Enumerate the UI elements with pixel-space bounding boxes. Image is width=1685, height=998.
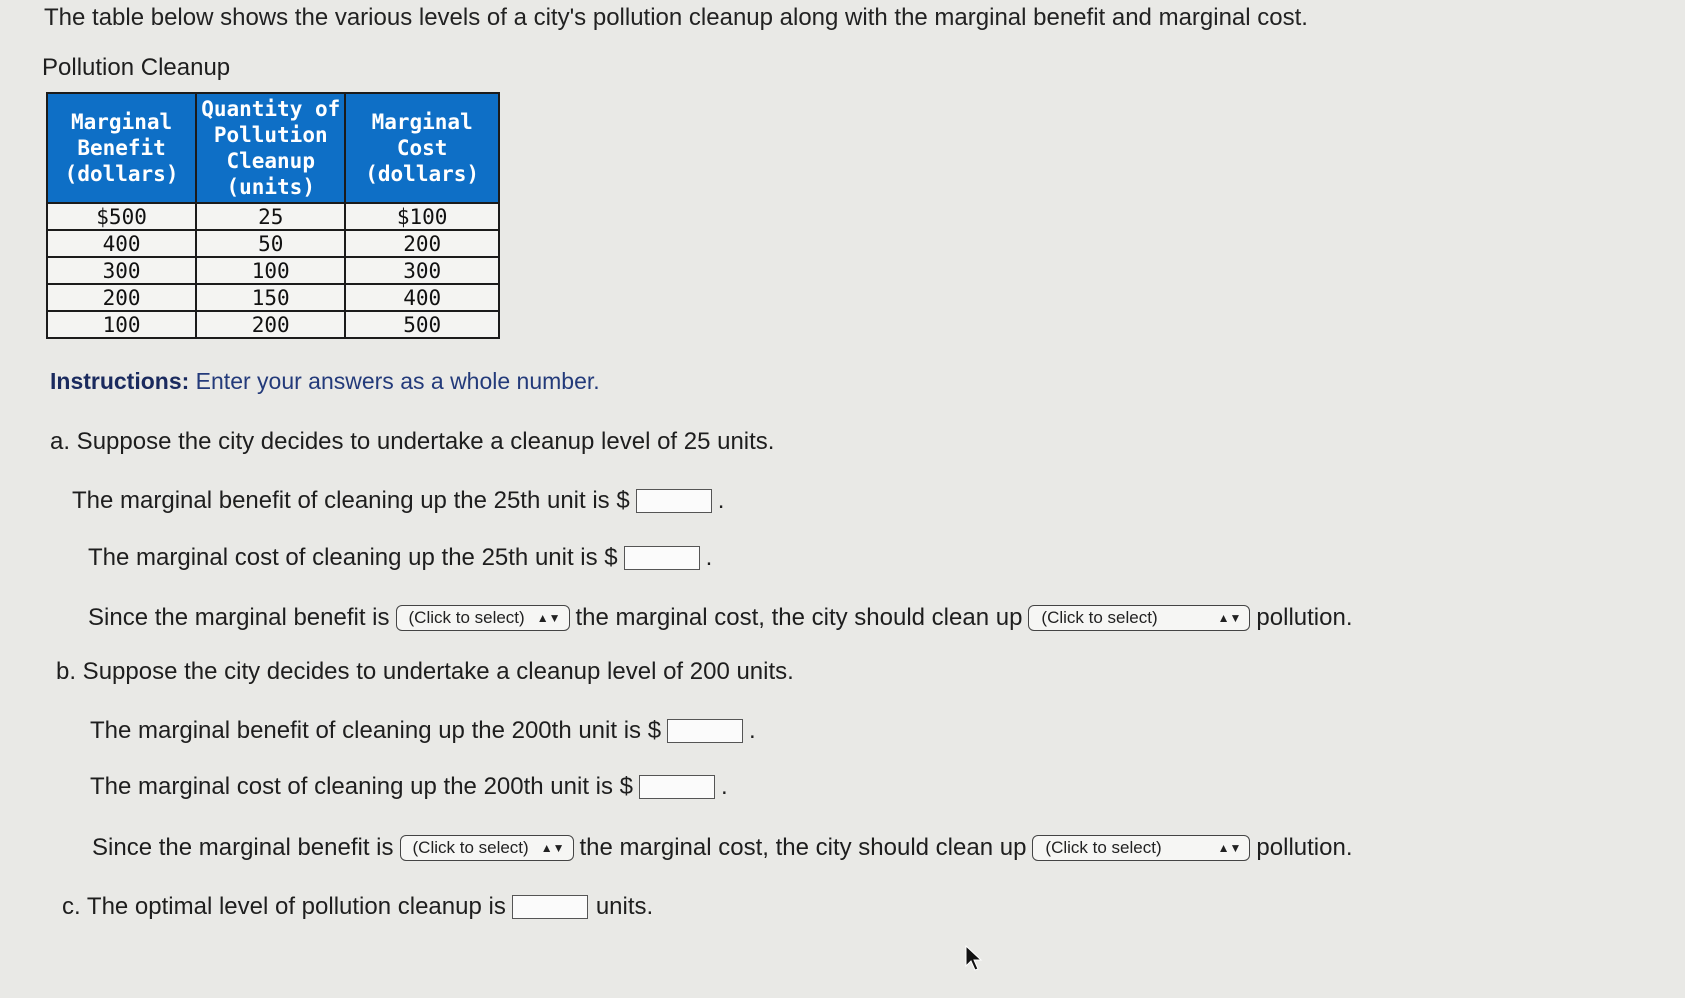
- part-b-mb-input[interactable]: [667, 719, 743, 743]
- part-b-action-select[interactable]: [1032, 835, 1250, 861]
- cell: 100: [47, 311, 196, 338]
- part-a-mid-text: the marginal cost, the city should clean up: [575, 604, 1023, 631]
- select-arrows-icon: ▲▼: [1217, 840, 1242, 855]
- part-b-mc-input[interactable]: [639, 775, 715, 799]
- cell: 300: [345, 257, 499, 284]
- part-b-mid-text: the marginal cost, the city should clean up: [579, 834, 1027, 861]
- part-a-since-line: [88, 604, 1353, 632]
- header-quantity: Quantity of Pollution Cleanup (units): [196, 93, 345, 203]
- part-c-end-text: units.: [595, 893, 654, 920]
- cell: 200: [196, 311, 345, 338]
- part-b-mc-line: [90, 773, 728, 801]
- cell: 400: [47, 230, 196, 257]
- table-title: Pollution Cleanup: [42, 54, 231, 81]
- part-b-end-text: pollution.: [1256, 834, 1353, 861]
- table-row: [47, 257, 499, 284]
- part-b-mb-text: The marginal benefit of cleaning up the 200th unit is $: [90, 717, 662, 744]
- period: .: [705, 544, 713, 571]
- part-a-mc-input[interactable]: [624, 546, 700, 570]
- instructions-text: Enter your answers as a whole number.: [195, 368, 600, 394]
- period: .: [721, 773, 728, 800]
- part-a-mc-line: [88, 544, 712, 572]
- pollution-cleanup-table: [46, 92, 500, 339]
- part-b-mc-text: The marginal cost of cleaning up the 200th unit is $: [90, 773, 633, 800]
- cell: 150: [196, 284, 345, 311]
- table-row: [47, 284, 499, 311]
- part-a-action-select[interactable]: [1028, 605, 1250, 631]
- part-a-mb-input[interactable]: [636, 489, 712, 513]
- cell: 100: [196, 257, 345, 284]
- part-a-prompt: a. Suppose the city decides to undertake a cleanup level of 25 units.: [50, 428, 775, 455]
- header-marginal-cost: Marginal Cost (dollars): [345, 93, 499, 203]
- cell: 25: [196, 203, 345, 230]
- period: .: [717, 487, 725, 514]
- select-value: (Click to select): [1041, 608, 1158, 627]
- instructions-label: Instructions:: [50, 368, 190, 394]
- part-b-compare-select[interactable]: [400, 835, 574, 861]
- part-a-end-text: pollution.: [1256, 604, 1353, 631]
- cell: 400: [345, 284, 499, 311]
- part-a-mb-line: [72, 487, 724, 515]
- instructions: [50, 368, 600, 395]
- cell: 500: [345, 311, 499, 338]
- part-c-line: [62, 893, 653, 921]
- part-c-text: c. The optimal level of pollution cleanup is: [62, 893, 506, 920]
- select-value: (Click to select): [408, 608, 525, 627]
- header-marginal-benefit: Marginal Benefit (dollars): [47, 93, 196, 203]
- part-b-since-text: Since the marginal benefit is: [92, 834, 394, 861]
- cell: 300: [47, 257, 196, 284]
- cell: 50: [196, 230, 345, 257]
- table-row: [47, 230, 499, 257]
- period: .: [749, 717, 756, 744]
- mouse-cursor-icon: [964, 944, 984, 972]
- table-row: [47, 311, 499, 338]
- select-arrows-icon: ▲▼: [540, 840, 565, 855]
- cell: 200: [47, 284, 196, 311]
- select-value: (Click to select): [1045, 838, 1162, 857]
- cell: $500: [47, 203, 196, 230]
- intro-text: The table below shows the various levels of a city's pollution cleanup along with the marginal benefit and marginal cost.: [44, 4, 1308, 31]
- select-arrows-icon: ▲▼: [1217, 610, 1242, 625]
- part-a-compare-select[interactable]: [396, 605, 570, 631]
- part-a-since-text: Since the marginal benefit is: [88, 604, 390, 631]
- table-row: [47, 203, 499, 230]
- part-b-mb-line: [90, 717, 756, 745]
- part-b-since-line: [92, 834, 1353, 862]
- select-arrows-icon: ▲▼: [536, 610, 561, 625]
- select-value: (Click to select): [412, 838, 529, 857]
- cell: $100: [345, 203, 499, 230]
- part-c-input[interactable]: [512, 895, 588, 919]
- cell: 200: [345, 230, 499, 257]
- part-a-mb-text: The marginal benefit of cleaning up the 25th unit is $: [72, 487, 630, 514]
- part-a-mc-text: The marginal cost of cleaning up the 25th unit is $: [88, 544, 618, 571]
- part-b-prompt: b. Suppose the city decides to undertake a cleanup level of 200 units.: [56, 658, 794, 685]
